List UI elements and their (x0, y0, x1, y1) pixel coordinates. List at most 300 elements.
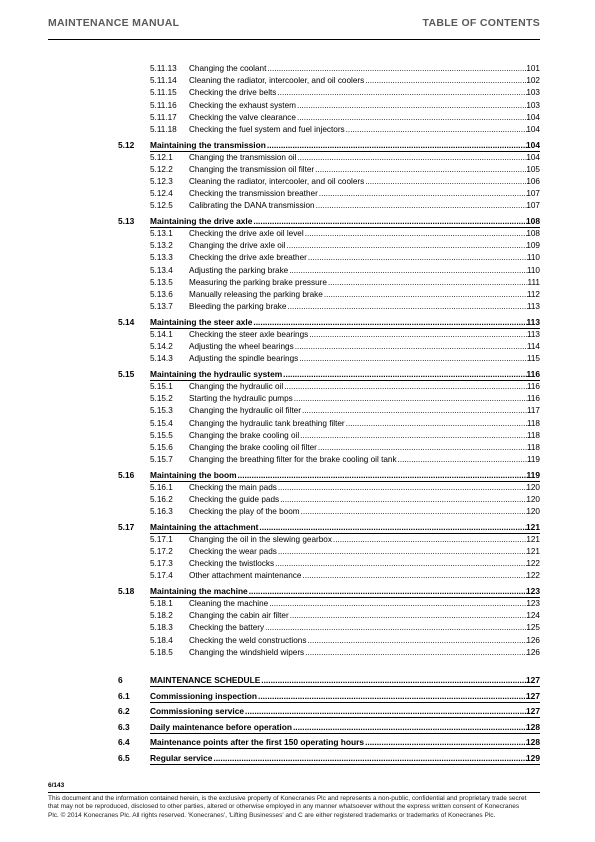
dot-leader (245, 704, 529, 718)
toc-entry-title: Bleeding the parking brake (189, 302, 287, 312)
toc-entry-number: 5.18 (118, 586, 135, 597)
toc-entry-leader (189, 100, 529, 112)
toc-entry[interactable] (0, 228, 595, 240)
toc-entry-number: 5.15.6 (150, 442, 173, 452)
toc-entry[interactable] (0, 252, 595, 264)
toc-entry-page: 116 (526, 381, 540, 391)
toc-entry-number: 5.15.5 (150, 430, 173, 440)
toc-entry[interactable] (0, 353, 595, 365)
dot-leader (295, 341, 529, 353)
toc-entry-number: 5.12.5 (150, 201, 173, 211)
dot-leader (275, 558, 529, 570)
toc-entry-leader (189, 546, 529, 558)
toc-entry-leader (189, 277, 529, 289)
toc-entry-leader (189, 329, 529, 341)
toc-entry-leader (189, 635, 529, 647)
toc-entry-leader (189, 252, 529, 264)
toc-entry-number: 5.18.5 (150, 647, 173, 657)
toc-entry-leader (189, 164, 529, 176)
toc-entry-title: Checking the guide pads (189, 494, 280, 504)
toc-entry[interactable] (0, 341, 595, 353)
toc-entry-title: Cleaning the machine (189, 599, 269, 609)
toc-entry-page: 126 (526, 647, 540, 657)
toc-entry[interactable] (0, 265, 595, 277)
toc-entry[interactable] (0, 570, 595, 582)
toc-entry-number: 5.16.2 (150, 494, 173, 504)
dot-leader (238, 468, 529, 482)
toc-entry-title: Changing the hydraulic oil filter (189, 406, 301, 416)
toc-entry[interactable] (0, 647, 595, 659)
toc-entry[interactable] (0, 124, 595, 136)
toc-entry-page: 105 (526, 164, 540, 174)
toc-entry-number: 5.15 (118, 368, 135, 379)
toc-entry[interactable] (0, 598, 595, 610)
toc-entry-title: Daily maintenance before operation (150, 721, 292, 732)
toc-entry[interactable] (0, 100, 595, 112)
toc-entry[interactable] (0, 176, 595, 188)
toc-entry-number: 5.11.13 (150, 64, 177, 73)
toc-entry-title: Maintaining the boom (150, 469, 237, 480)
toc-entry-number: 5.18.3 (150, 623, 173, 633)
toc-entry-page: 107 (526, 189, 540, 199)
toc-section[interactable] (0, 138, 595, 152)
dot-leader (258, 689, 529, 703)
toc-entry-leader (189, 265, 529, 277)
toc-entry[interactable] (0, 289, 595, 301)
dot-leader (289, 265, 529, 277)
header-divider (48, 39, 540, 40)
toc-entry-title: Maintaining the attachment (150, 521, 259, 532)
toc-entry[interactable] (0, 301, 595, 313)
toc-entry-number: 5.13.7 (150, 302, 173, 312)
toc-entry-title: Commissioning inspection (150, 690, 258, 701)
toc-entry-page: 106 (526, 177, 540, 186)
toc-entry-leader (189, 124, 529, 136)
toc-entry-leader (189, 200, 529, 212)
toc-entry-leader (189, 647, 529, 659)
dot-leader (278, 546, 529, 558)
toc-section[interactable] (0, 584, 595, 598)
toc-entry-title: Maintenance points after the first 150 operating hours (150, 737, 365, 747)
toc-entry-leader (189, 418, 529, 430)
toc-entry-page: 113 (526, 302, 540, 312)
toc-entry-leader (189, 405, 529, 417)
toc-entry-number: 5.14.3 (150, 354, 173, 364)
dot-leader (290, 610, 529, 622)
toc-entry-leader (189, 454, 529, 466)
toc-entry-title: Maintaining the hydraulic system (150, 368, 283, 379)
toc-entry[interactable] (0, 482, 595, 494)
dot-leader (300, 430, 529, 442)
toc-entry-page: 116 (526, 368, 540, 379)
toc-entry-leader (150, 214, 529, 228)
toc-entry-title: Changing the breathing filter for the brake cooling oil tank (189, 455, 397, 465)
toc-entry[interactable] (0, 112, 595, 124)
toc-entry-title: Maintaining the drive axle (150, 216, 253, 227)
toc-entry-title: Changing the brake cooling oil (189, 430, 300, 440)
toc-entry[interactable] (0, 164, 595, 176)
toc-entry-page: 126 (526, 635, 540, 645)
toc-entry[interactable] (0, 442, 595, 454)
toc-entry-page: 110 (526, 253, 540, 263)
toc-entry-number: 5.18.2 (150, 611, 173, 621)
toc-entry-title: Checking the transmission breather (189, 189, 318, 199)
toc-entry-title: Maintaining the steer axle (150, 316, 253, 327)
toc-entry-leader (150, 735, 529, 749)
toc-entry-title: Checking the exhaust system (189, 100, 296, 110)
toc-section[interactable] (0, 315, 595, 329)
toc-entry-number: 5.14.2 (150, 342, 173, 352)
toc-section[interactable] (0, 214, 595, 228)
dot-leader (253, 214, 529, 228)
toc-entry-number: 5.14.1 (150, 329, 173, 339)
toc-entry-number: 5.16.3 (150, 507, 173, 517)
toc-entry[interactable] (0, 534, 595, 546)
toc-entry-page: 117 (526, 406, 540, 416)
toc-entry-leader (189, 353, 529, 365)
dot-leader (259, 520, 529, 534)
dot-leader (328, 277, 529, 289)
toc-entry-title: Maintaining the transmission (150, 139, 266, 150)
toc-entry-title: Measuring the parking brake pressure (189, 277, 327, 287)
dot-leader (365, 176, 529, 188)
toc-entry-title: Checking the twistlocks (189, 559, 275, 569)
toc-entry-title: Checking the drive axle breather (189, 253, 307, 263)
toc-entry-title: Checking the fuel system and fuel injectors (189, 124, 345, 134)
dot-leader (324, 289, 529, 301)
toc-entry-number: 5.12.3 (150, 177, 173, 186)
toc-entry-page: 128 (526, 737, 540, 747)
toc-entry-page: 118 (526, 442, 540, 452)
toc-entry-title: Changing the cabin air filter (189, 611, 289, 621)
toc-entry-leader (189, 494, 529, 506)
toc-entry[interactable] (0, 558, 595, 570)
dot-leader (346, 124, 529, 136)
toc-entry-page: 122 (526, 559, 540, 569)
toc-entry-title: Changing the transmission oil (189, 152, 297, 162)
footer-divider (48, 792, 540, 793)
toc-entry-leader (150, 720, 529, 734)
table-of-contents (0, 63, 595, 765)
dot-leader (319, 188, 529, 200)
toc-entry-leader (189, 87, 529, 99)
dot-leader (346, 418, 529, 430)
toc-entry-title: MAINTENANCE SCHEDULE (150, 675, 261, 685)
toc-entry-leader (189, 112, 529, 124)
toc-entry-title: Changing the oil in the slewing gearbox (189, 534, 332, 544)
toc-entry-page: 104 (526, 139, 540, 150)
toc-entry-page: 114 (526, 342, 540, 352)
toc-entry-title: Checking the drive axle oil level (189, 229, 304, 239)
dot-leader (305, 647, 529, 659)
toc-entry-number: 5.15.1 (150, 381, 173, 391)
toc-entry-leader (150, 704, 529, 718)
toc-entry-number: 5.13.5 (150, 277, 173, 287)
toc-section[interactable] (0, 720, 595, 734)
toc-entry-page: 107 (526, 201, 540, 211)
toc-section[interactable] (0, 735, 595, 749)
toc-entry-page: 121 (526, 547, 540, 556)
toc-entry[interactable] (0, 418, 595, 430)
toc-section[interactable] (0, 468, 595, 482)
toc-entry-title: Commissioning service (150, 706, 245, 716)
toc-entry-page: 120 (526, 494, 540, 504)
toc-entry[interactable] (0, 329, 595, 341)
toc-entry-leader (150, 689, 529, 703)
toc-entry[interactable] (0, 494, 595, 506)
toc-entry-leader (150, 315, 529, 329)
toc-entry-number: 5.11.17 (150, 112, 177, 122)
toc-entry-number: 6.3 (118, 721, 130, 732)
toc-entry-page: 121 (526, 534, 540, 544)
toc-entry[interactable] (0, 454, 595, 466)
toc-entry-number: 5.13.4 (150, 265, 173, 275)
toc-entry-page: 118 (526, 418, 540, 428)
toc-entry-leader (189, 341, 529, 353)
toc-entry-title: Regular service (150, 752, 213, 763)
toc-entry-leader (189, 289, 529, 301)
toc-entry[interactable] (0, 622, 595, 634)
toc-entry-page: 112 (526, 290, 540, 299)
toc-entry[interactable] (0, 381, 595, 393)
toc-entry[interactable] (0, 635, 595, 647)
toc-chapter[interactable] (0, 673, 595, 687)
toc-entry-title: Starting the hydraulic pumps (189, 394, 293, 404)
toc-entry-leader (189, 63, 529, 75)
dot-leader (269, 598, 529, 610)
toc-entry-page: 108 (526, 216, 540, 227)
toc-entry-leader (189, 622, 529, 634)
toc-entry-number: 5.15.7 (150, 455, 173, 465)
toc-entry-title: Checking the weld constructions (189, 635, 307, 645)
dot-leader (277, 87, 529, 99)
toc-entry-page: 120 (526, 507, 540, 517)
toc-entry[interactable] (0, 546, 595, 558)
toc-entry-page: 127 (526, 675, 540, 685)
dot-leader (267, 138, 529, 152)
page-number: 6/143 (48, 782, 65, 789)
dot-leader (261, 673, 529, 687)
toc-entry-number: 5.17 (118, 521, 135, 532)
dot-leader (280, 494, 529, 506)
toc-entry-leader (189, 482, 529, 494)
toc-entry-title: Manually releasing the parking brake (189, 290, 323, 299)
toc-entry[interactable] (0, 152, 595, 164)
toc-entry-number: 5.18.4 (150, 635, 173, 645)
toc-entry-title: Maintaining the machine (150, 586, 248, 597)
toc-entry-title: Checking the steer axle bearings (189, 329, 309, 339)
toc-entry-title: Changing the transmission oil filter (189, 164, 315, 174)
toc-entry[interactable] (0, 393, 595, 405)
toc-entry-leader (189, 570, 529, 582)
toc-entry-page: 119 (526, 469, 540, 480)
toc-entry-number: 5.13 (118, 216, 135, 227)
toc-entry-title: Adjusting the wheel bearings (189, 342, 294, 352)
toc-entry[interactable] (0, 240, 595, 252)
toc-entry-number: 5.11.14 (150, 76, 177, 86)
toc-entry-number: 5.11.15 (150, 88, 177, 98)
toc-entry-page: 121 (526, 521, 540, 532)
dot-leader (318, 442, 529, 454)
toc-section[interactable] (0, 751, 595, 765)
toc-entry-number: 5.13.1 (150, 229, 173, 239)
toc-entry-title: Other attachment maintenance (189, 571, 302, 581)
toc-entry-title: Calibrating the DANA transmission (189, 201, 315, 211)
toc-entry-leader (189, 381, 529, 393)
toc-entry-title: Changing the brake cooling oil filter (189, 442, 317, 452)
dot-leader (297, 152, 529, 164)
dot-leader (267, 63, 529, 75)
toc-entry-number: 5.15.3 (150, 406, 173, 416)
toc-entry-number: 6 (118, 675, 123, 685)
toc-entry-leader (189, 558, 529, 570)
toc-entry-leader (189, 506, 529, 518)
header-section-title: TABLE OF CONTENTS (422, 17, 540, 29)
toc-section[interactable] (0, 704, 595, 718)
toc-entry-page: 123 (526, 599, 540, 609)
dot-leader (213, 751, 529, 765)
toc-entry[interactable] (0, 277, 595, 289)
dot-leader (309, 329, 529, 341)
toc-entry[interactable] (0, 188, 595, 200)
toc-entry-page: 108 (526, 229, 540, 239)
toc-entry-leader (189, 442, 529, 454)
toc-entry-number: 5.13.6 (150, 290, 173, 299)
toc-entry-number: 5.16.1 (150, 482, 173, 492)
dot-leader (287, 240, 530, 252)
dot-leader (283, 367, 529, 381)
toc-entry[interactable] (0, 75, 595, 87)
toc-entry-number: 6.5 (118, 752, 130, 763)
toc-entry[interactable] (0, 610, 595, 622)
dot-leader (301, 506, 529, 518)
toc-entry-title: Checking the play of the boom (189, 507, 300, 517)
toc-entry-number: 6.2 (118, 706, 130, 716)
toc-entry-title: Checking the main pads (189, 482, 277, 492)
toc-entry[interactable] (0, 506, 595, 518)
toc-entry-number: 5.16 (118, 469, 135, 480)
dot-leader (302, 570, 529, 582)
toc-entry-page: 101 (526, 64, 540, 73)
toc-entry-number: 5.12.2 (150, 164, 173, 174)
toc-entry-number: 5.13.2 (150, 241, 173, 251)
toc-entry-leader (189, 393, 529, 405)
dot-leader (333, 534, 529, 546)
dot-leader (294, 393, 529, 405)
dot-leader (278, 482, 529, 494)
dot-leader (297, 112, 529, 124)
toc-entry-page: 110 (526, 265, 540, 275)
toc-entry-title: Cleaning the radiator, intercooler, and oil coolers (189, 177, 365, 186)
dot-leader (365, 735, 529, 749)
dot-leader (315, 164, 529, 176)
dot-leader (265, 622, 529, 634)
toc-entry-page: 123 (526, 586, 540, 597)
toc-entry-title: Changing the windshield wipers (189, 647, 305, 657)
toc-entry-page: 115 (526, 354, 540, 364)
toc-entry[interactable] (0, 430, 595, 442)
dot-leader (284, 381, 529, 393)
toc-entry-leader (189, 598, 529, 610)
toc-entry-page: 109 (526, 241, 540, 251)
toc-entry-page: 122 (526, 571, 540, 581)
header-manual-title: MAINTENANCE MANUAL (48, 17, 180, 29)
toc-entry-title: Changing the drive axle oil (189, 241, 286, 251)
toc-entry-title: Adjusting the spindle bearings (189, 354, 299, 364)
toc-section[interactable] (0, 689, 595, 703)
dot-leader (316, 200, 529, 212)
toc-entry[interactable] (0, 63, 595, 75)
dot-leader (297, 100, 529, 112)
toc-entry-page: 104 (526, 152, 540, 162)
toc-entry-leader (189, 301, 529, 313)
toc-entry[interactable] (0, 87, 595, 99)
toc-section[interactable] (0, 367, 595, 381)
toc-entry-leader (189, 228, 529, 240)
dot-leader (398, 454, 529, 466)
toc-entry-number: 5.17.3 (150, 559, 173, 569)
toc-entry-leader (150, 367, 529, 381)
toc-entry-number: 5.12.4 (150, 189, 173, 199)
toc-entry-leader (150, 584, 529, 598)
toc-entry-leader (189, 188, 529, 200)
toc-entry-page: 104 (526, 112, 540, 122)
toc-entry-title: Changing the coolant (189, 64, 267, 73)
toc-entry-leader (189, 610, 529, 622)
toc-entry-leader (189, 75, 529, 87)
toc-entry-page: 120 (526, 482, 540, 492)
toc-entry-number: 5.14 (118, 316, 135, 327)
dot-leader (308, 252, 529, 264)
toc-entry-leader (150, 520, 529, 534)
toc-entry-number: 5.15.4 (150, 418, 173, 428)
toc-entry-leader (189, 430, 529, 442)
toc-entry-page: 103 (526, 88, 540, 98)
toc-entry[interactable] (0, 200, 595, 212)
dot-leader (365, 75, 529, 87)
toc-entry-page: 128 (526, 721, 540, 732)
toc-entry-title: Checking the valve clearance (189, 112, 296, 122)
toc-entry-title: Checking the wear pads (189, 547, 277, 556)
dot-leader (253, 315, 529, 329)
toc-entry-number: 6.1 (118, 690, 130, 701)
toc-entry-number: 5.11.18 (150, 124, 177, 134)
toc-entry-title: Changing the hydraulic oil (189, 381, 284, 391)
toc-entry-title: Changing the hydraulic tank breathing filter (189, 418, 345, 428)
toc-entry-number: 5.12.1 (150, 152, 173, 162)
dot-leader (302, 405, 529, 417)
toc-entry-title: Adjusting the parking brake (189, 265, 289, 275)
toc-entry-number: 5.17.4 (150, 571, 173, 581)
toc-entry-page: 104 (526, 124, 540, 134)
toc-entry-page: 125 (526, 623, 540, 633)
toc-section[interactable] (0, 520, 595, 534)
dot-leader (307, 635, 529, 647)
toc-entry-leader (189, 176, 529, 188)
toc-entry-leader (150, 138, 529, 152)
toc-entry-page: 127 (526, 690, 540, 701)
toc-entry-leader (150, 673, 529, 687)
toc-entry-number: 5.13.3 (150, 253, 173, 263)
toc-entry-page: 113 (526, 329, 540, 339)
dot-leader (299, 353, 529, 365)
toc-entry-page: 102 (526, 76, 540, 86)
dot-leader (287, 301, 529, 313)
toc-entry[interactable] (0, 405, 595, 417)
toc-entry-number: 6.4 (118, 737, 130, 747)
toc-entry-title: Cleaning the radiator, intercooler, and oil coolers (189, 76, 365, 86)
toc-entry-page: 116 (526, 394, 540, 404)
